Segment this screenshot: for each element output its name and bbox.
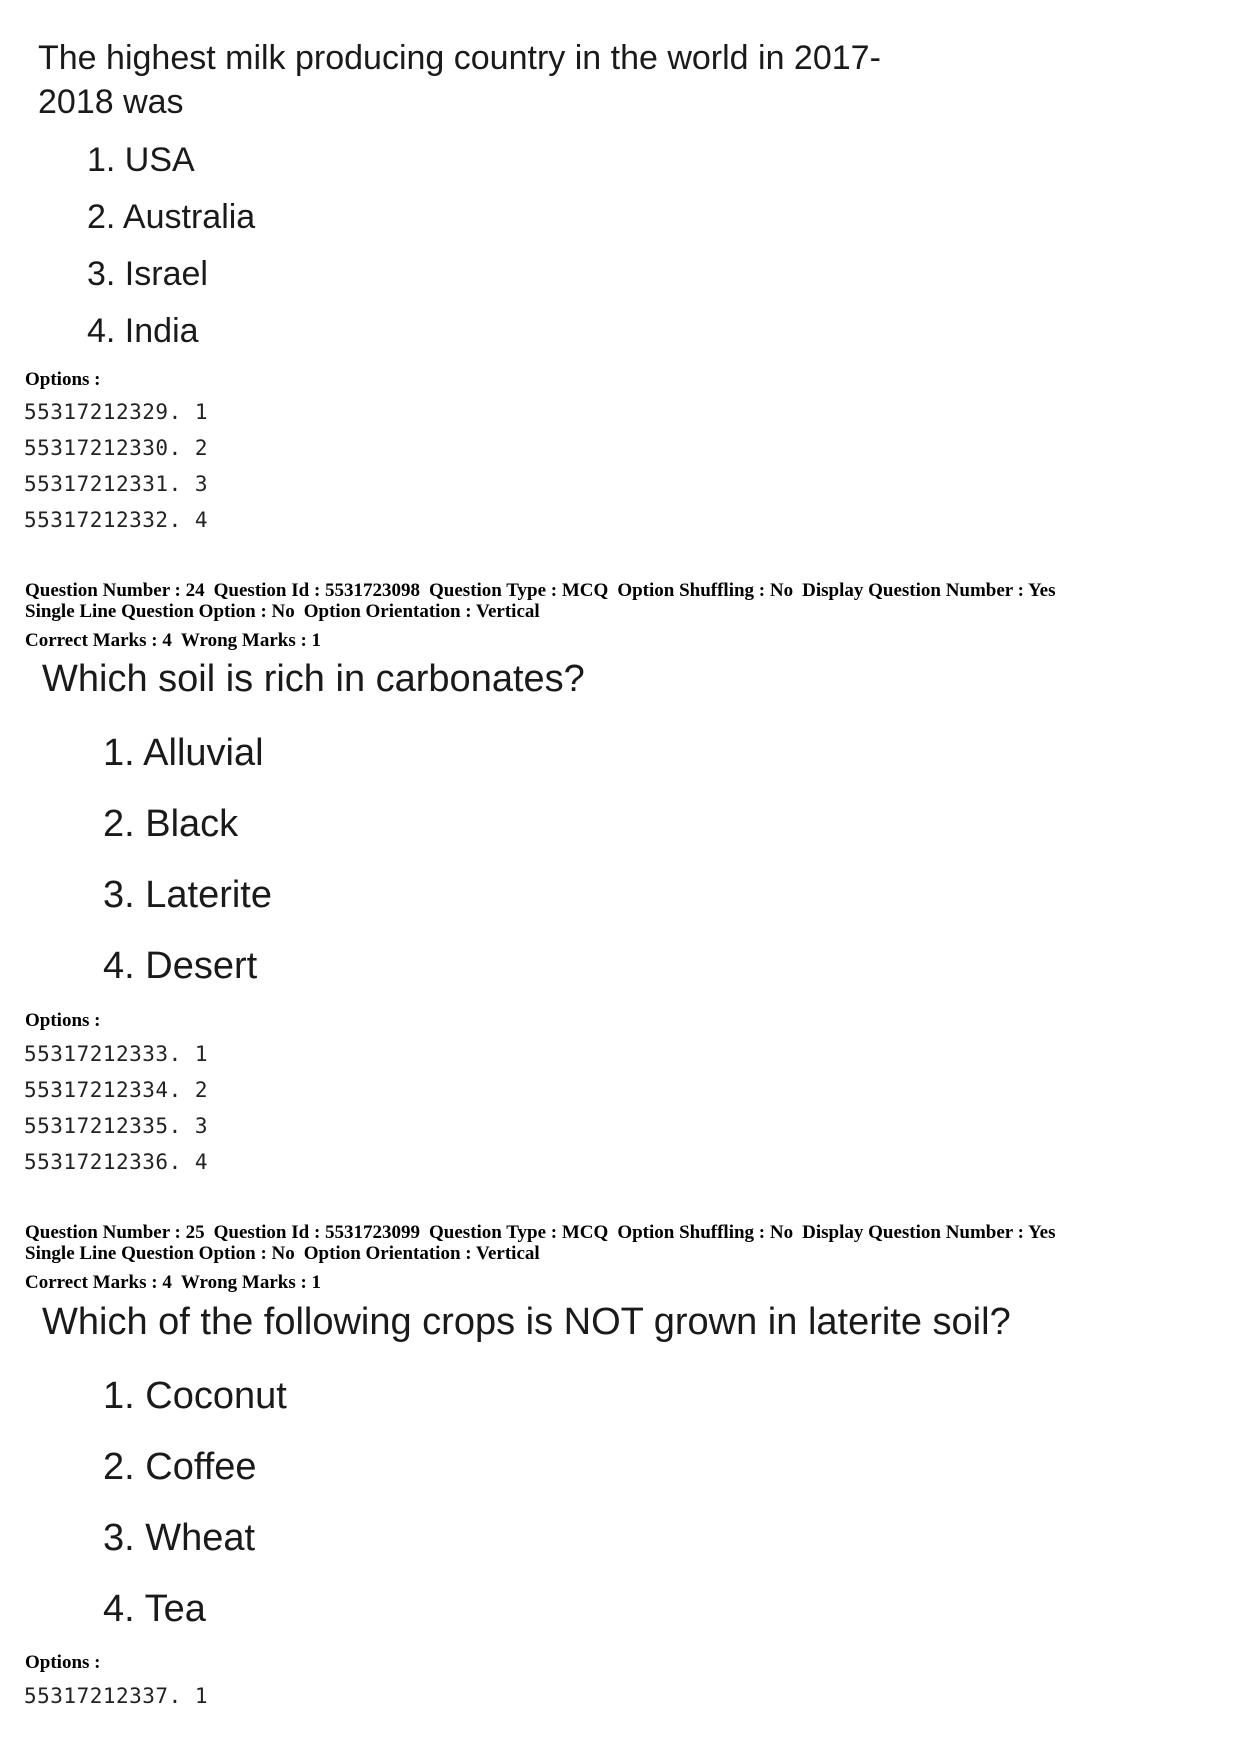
- question-24-meta-line-3: [25, 630, 321, 651]
- question-23-options-label: Options :: [25, 369, 101, 390]
- question-24-option-code-1: 55317212333. 1: [24, 1042, 209, 1066]
- question-23-option-code-2: 55317212330. 2: [24, 436, 209, 460]
- question-number: Question Number : 24: [25, 580, 205, 601]
- question-23-option-3: 3. Israel: [87, 255, 208, 293]
- question-25-option-code-1: 55317212337. 1: [24, 1684, 209, 1708]
- question-23-option-2: 2. Australia: [87, 198, 256, 236]
- question-24-option-2: 2. Black: [103, 803, 239, 845]
- question-25-meta-line-1: [25, 1222, 1055, 1243]
- option-orientation: Option Orientation : Vertical: [303, 1243, 540, 1264]
- question-25-option-3: 3. Wheat: [103, 1517, 256, 1559]
- question-24-option-code-4: 55317212336. 4: [24, 1150, 209, 1174]
- question-24-option-4: 4. Desert: [103, 945, 258, 987]
- question-25-meta-line-3: [25, 1272, 321, 1293]
- question-24-meta-line-1: [25, 580, 1055, 601]
- question-24-option-1: 1. Alluvial: [103, 732, 264, 774]
- option-shuffling: Option Shuffling : No: [617, 1222, 794, 1243]
- question-24-stem: Which soil is rich in carbonates?: [42, 658, 585, 700]
- question-25-option-2: 2. Coffee: [103, 1446, 257, 1488]
- question-24-option-3: 3. Laterite: [103, 874, 272, 916]
- question-type: Question Type : MCQ: [429, 1222, 609, 1243]
- question-24-options-label: Options :: [25, 1010, 101, 1031]
- question-25-options-label: Options :: [25, 1652, 101, 1673]
- option-orientation: Option Orientation : Vertical: [303, 601, 540, 622]
- question-id: Question Id : 5531723098: [213, 580, 421, 601]
- question-25-stem: Which of the following crops is NOT grown in laterite soil?: [42, 1301, 1011, 1343]
- question-24-option-code-3: 55317212335. 3: [24, 1114, 209, 1138]
- question-25-option-1: 1. Coconut: [103, 1375, 287, 1417]
- question-23-option-code-3: 55317212331. 3: [24, 472, 209, 496]
- question-23-stem-line-1: The highest milk producing country in the world in 2017-: [38, 39, 881, 77]
- wrong-marks: Wrong Marks : 1: [180, 630, 322, 651]
- correct-marks: Correct Marks : 4: [25, 630, 172, 651]
- question-23-option-code-4: 55317212332. 4: [24, 508, 209, 532]
- question-number: Question Number : 25: [25, 1222, 205, 1243]
- option-shuffling: Option Shuffling : No: [617, 580, 794, 601]
- question-25-option-4: 4. Tea: [103, 1588, 206, 1630]
- question-23-option-1: 1. USA: [87, 141, 195, 179]
- question-24-meta-line-2: [25, 601, 540, 622]
- question-24-option-code-2: 55317212334. 2: [24, 1078, 209, 1102]
- display-question-number: Display Question Number : Yes: [802, 580, 1056, 601]
- single-line-question-option: Single Line Question Option : No: [25, 601, 295, 622]
- display-question-number: Display Question Number : Yes: [802, 1222, 1056, 1243]
- question-23-option-code-1: 55317212329. 1: [24, 400, 209, 424]
- question-23-option-4: 4. India: [87, 312, 199, 350]
- single-line-question-option: Single Line Question Option : No: [25, 1243, 295, 1264]
- question-25-meta-line-2: [25, 1243, 540, 1264]
- question-type: Question Type : MCQ: [429, 580, 609, 601]
- question-23-stem-line-2: 2018 was: [38, 83, 184, 121]
- question-id: Question Id : 5531723099: [213, 1222, 421, 1243]
- correct-marks: Correct Marks : 4: [25, 1272, 172, 1293]
- wrong-marks: Wrong Marks : 1: [180, 1272, 322, 1293]
